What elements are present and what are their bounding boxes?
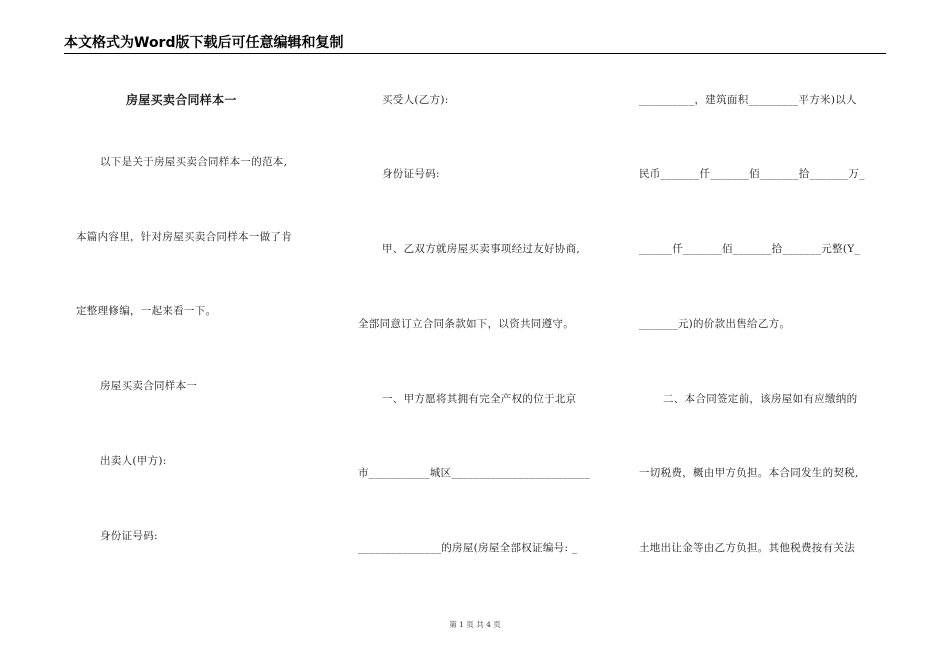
clause-one-line: ______仟_______佰_______拾_______元整(Y_: [639, 243, 861, 255]
clause-one-line: _______________的房屋(房屋全部权证编号: _: [358, 542, 578, 554]
paragraph-line: 甲、乙双方就房屋买卖事项经过友好协商,: [382, 243, 581, 255]
paragraph-line: 以下是关于房屋买卖合同样本一的范本,: [100, 156, 288, 168]
clause-two-line: 二、本合同签定前，该房屋如有应缴纳的: [663, 393, 858, 405]
paragraph-line: 全部同意订立合同条款如下，以资共同遵守。: [358, 318, 574, 330]
clause-one-line: 一、甲方愿将其拥有完全产权的位于北京: [382, 393, 577, 405]
clause-one-line: 市___________城区_________________________: [358, 467, 591, 479]
header-divider: [64, 53, 886, 54]
clause-one-line: _______元)的价款出售给乙方。: [639, 318, 791, 330]
document-title: 房屋买卖合同样本一: [126, 93, 237, 107]
paragraph-line: 定整理修编，一起来看一下。: [76, 305, 217, 317]
seller-id-label: 身份证号码:: [100, 530, 158, 542]
clause-one-line: __________，建筑面积_________平方米)以人: [639, 94, 857, 106]
section-heading: 房屋买卖合同样本一: [100, 380, 198, 392]
seller-label: 出卖人(甲方):: [100, 455, 167, 467]
clause-two-line: 一切税费，概由甲方负担。本合同发生的契税,: [639, 467, 859, 479]
page-number: 第 1 页 共 4 页: [449, 620, 501, 629]
buyer-id-label: 身份证号码:: [382, 168, 440, 180]
paragraph-line: 本篇内容里，针对房屋买卖合同样本一做了肯: [76, 231, 292, 243]
document-header: 本文格式为Word版下载后可任意编辑和复制: [64, 35, 344, 51]
clause-one-line: 民币_______仟_______佰_______拾_______万_: [639, 168, 865, 180]
clause-two-line: 土地出让金等由乙方负担。其他税费按有关法: [639, 542, 855, 554]
buyer-label: 买受人(乙方):: [382, 94, 449, 106]
